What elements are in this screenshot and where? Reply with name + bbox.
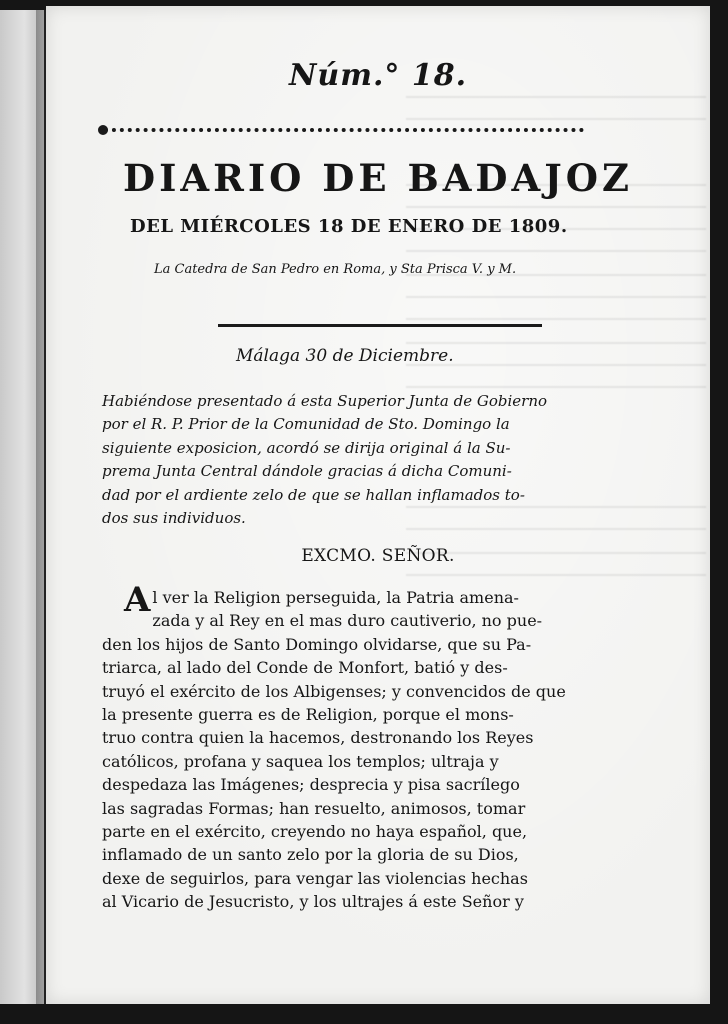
newspaper-title: DIARIO DE BADAJOZ [123, 156, 633, 200]
body-text [102, 580, 626, 914]
body-line: l ver la Religion perseguida, la Patria amena- [152, 588, 519, 607]
dotted-rule [104, 128, 584, 136]
body-line: las sagradas Formas; han resuelto, animosos, tomar [102, 798, 526, 818]
issue-number: Núm.° 18. [288, 58, 468, 93]
body-line: triarca, al lado del Conde de Monfort, batió y des- [102, 658, 508, 678]
place-and-date: Málaga 30 de Diciembre. [236, 346, 454, 366]
intro-line: por el R. P. Prior de la Comunidad de Sto. Domingo la [102, 415, 510, 434]
body-line: católicos, profana y saquea los templos; ultraja y [102, 751, 499, 771]
saints-day: La Catedra de San Pedro en Roma, y Sta Prisca V. y M. [154, 262, 517, 277]
intro-line: prema Junta Central dándole gracias á dicha Comuni- [102, 462, 512, 481]
issue-date: DEL MIÉRCOLES 18 DE ENERO DE 1809. [130, 216, 568, 237]
intro-line: dos sus individuos. [102, 509, 246, 528]
body-line: la presente guerra es de Religion, porque el mons- [102, 705, 514, 725]
drop-cap: A [124, 580, 151, 620]
body-line: zada y al Rey en el mas duro cautiverio, no pue- [152, 611, 543, 631]
intro-line: dad por el ardiente zelo de que se hallan inflamados to- [102, 485, 525, 504]
section-rule [218, 324, 542, 327]
intro-line: siguiente exposicion, acordó se dirija original á la Su- [102, 438, 511, 457]
newspaper-page [46, 6, 710, 1004]
body-line: inflamado de un santo zelo por la gloria de su Dios, [102, 845, 519, 865]
body-line: den los hijos de Santo Domingo olvidarse, que su Pa- [102, 634, 532, 654]
intro-line: Habiéndose presentado á esta Superior Junta de Gobierno [102, 392, 548, 410]
body-line: al Vicario de Jesucristo, y los ultrajes á este Señor y [102, 892, 524, 912]
body-line: dexe de seguirlos, para vengar las violencias hechas [102, 868, 528, 888]
body-line: truo contra quien la hacemos, destronando los Reyes [102, 728, 534, 748]
body-line: despedaza las Imágenes; desprecia y pisa sacrílego [102, 775, 520, 795]
body-line: truyó el exército de los Albigenses; y convencidos de que [102, 681, 566, 701]
salutation: EXCMO. SEÑOR. [301, 546, 455, 566]
body-line: parte en el exército, creyendo no haya español, que, [102, 822, 528, 842]
intro-paragraph [102, 390, 626, 530]
